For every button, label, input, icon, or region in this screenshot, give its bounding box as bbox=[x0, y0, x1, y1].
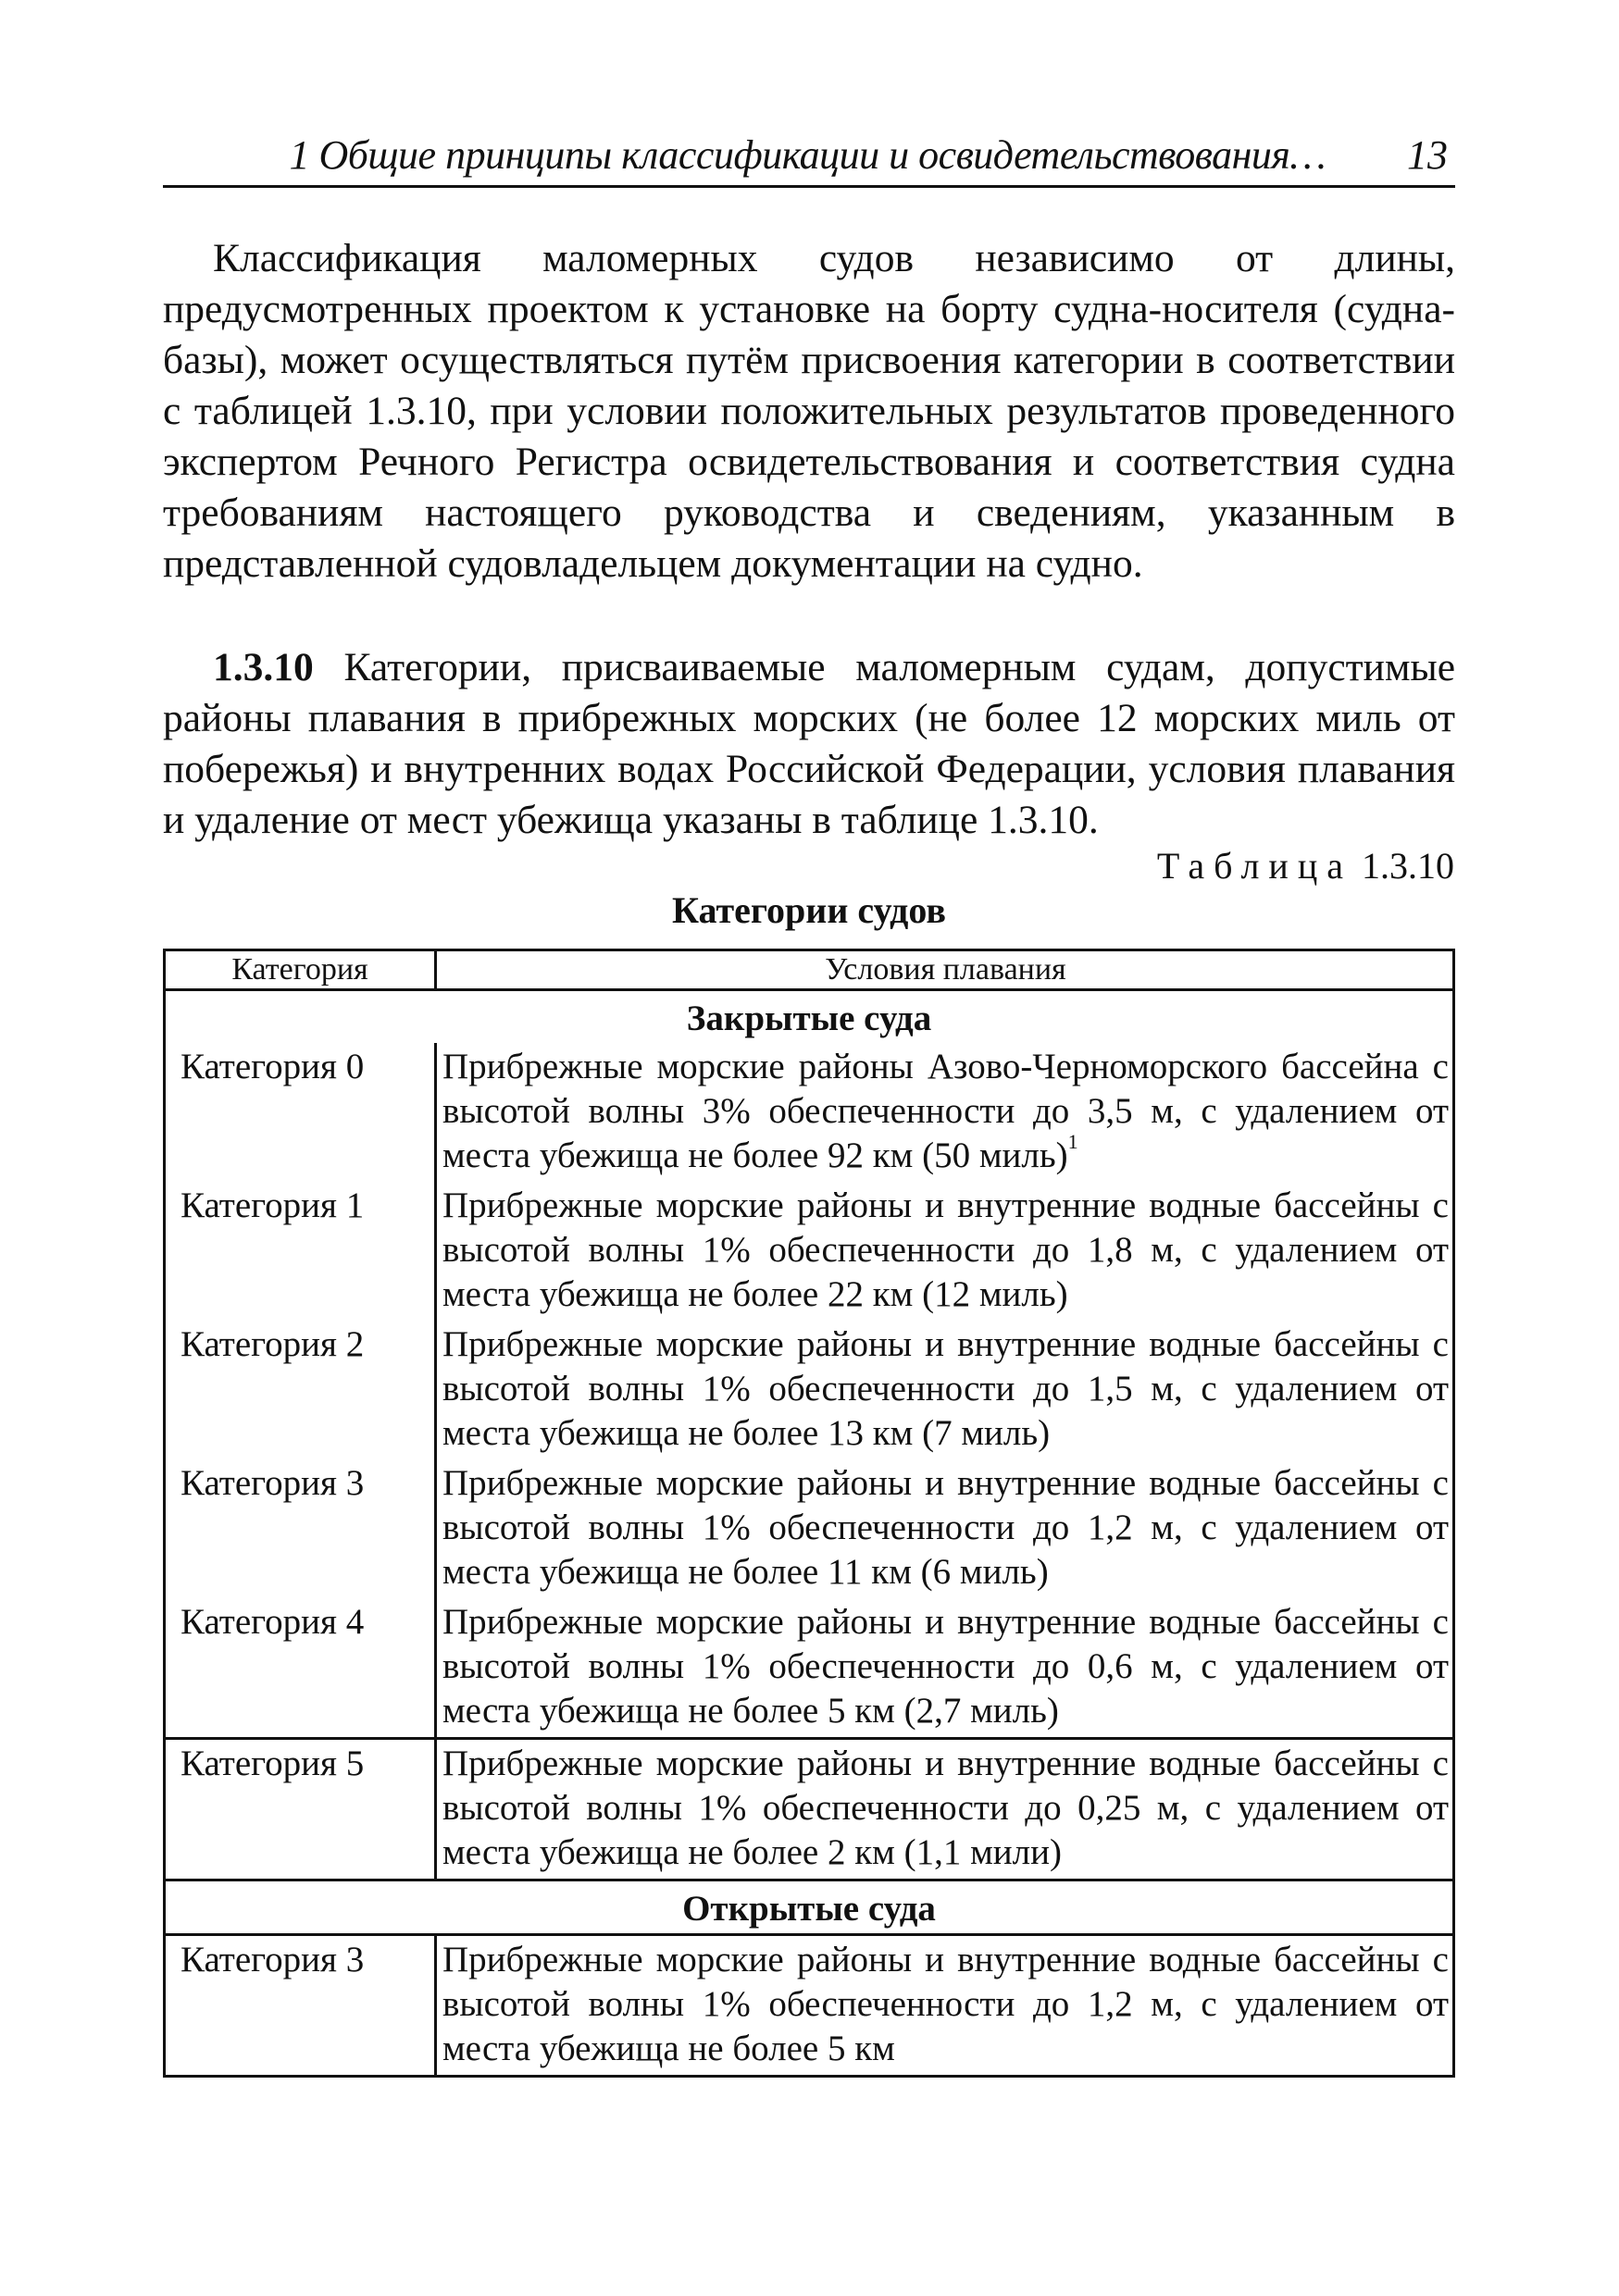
section-closed-label: Закрытые суда bbox=[686, 999, 932, 1038]
table-row bbox=[165, 1459, 1454, 1598]
section-row-closed bbox=[165, 990, 1454, 1044]
header-category: Категория bbox=[165, 950, 436, 990]
category-cell: Категория 3 bbox=[165, 1459, 436, 1598]
section-row-open bbox=[165, 1880, 1454, 1935]
category-cell: Категория 2 bbox=[165, 1321, 436, 1459]
conditions-cell bbox=[436, 1182, 1454, 1321]
conditions-text: Прибрежные морские районы и внутренние водные бассейны с высотой волны 1% обеспеченности до 1,8 м, с удалением от места убежища не более 22 км (12 миль) bbox=[442, 1185, 1449, 1314]
section-open-label: Открытые суда bbox=[165, 1880, 1454, 1935]
section-number: 1.3.10 bbox=[213, 645, 314, 689]
category-cell: Категория 4 bbox=[165, 1598, 436, 1739]
table-header-row bbox=[165, 950, 1454, 990]
table-row bbox=[165, 1321, 1454, 1459]
conditions-cell bbox=[436, 1459, 1454, 1598]
conditions-text: Прибрежные морские районы и внутренние водные бассейны с высотой волны 1% обеспеченности до 1,2 м, с удалением от места убежища не более 11 км (6 миль) bbox=[442, 1463, 1449, 1592]
table-caption: Категории судов bbox=[672, 889, 946, 931]
category-cell: Категория 0 bbox=[165, 1043, 436, 1182]
table-row bbox=[165, 1739, 1454, 1880]
table-row bbox=[165, 1043, 1454, 1182]
conditions-text: Прибрежные морские районы и внутренние водные бассейны с высотой волны 1% обеспеченности до 1,2 м, с удалением от места убежища не более 5 км bbox=[442, 1940, 1449, 2068]
conditions-text: Прибрежные морские районы и внутренние водные бассейны с высотой волны 1% обеспеченности до 0,6 м, с удалением от места убежища не более 5 км (2,7 миль) bbox=[442, 1602, 1449, 1731]
conditions-cell bbox=[436, 1321, 1454, 1459]
table-row bbox=[165, 1598, 1454, 1739]
running-header-title: 1 Общие принципы классификации и освидетельствования… bbox=[289, 132, 1326, 178]
paragraph-classification: Классификация маломерных судов независимо от длины, предусмотренных проектом к установке на борту судна-носителя (судна-базы), может осуществляться путём присвоения категории в соответствии с таблицей 1.3.10, при условии положительных результатов проведенного экспертом Речного Регистра освидетельствования и соответствия судна требованиям настоящего руководства и сведениям, указанным в представленной судовладельцем документации на судно. bbox=[163, 236, 1455, 586]
conditions-text: Прибрежные морские районы и внутренние водные бассейны с высотой волны 1% обеспеченности до 0,25 м, с удалением от места убежища не более 2 км (1,1 мили) bbox=[442, 1744, 1449, 1872]
categories-table bbox=[163, 949, 1455, 2078]
conditions-cell bbox=[436, 1598, 1454, 1739]
paragraph-1-3-10-text: Категории, присваиваемые маломерным судам, допустимые районы плавания в прибрежных морских (не более 12 морских миль от побережья) и внутренних водах Российской Федерации, условия плавания и удаление от мест убежища указаны в таблице 1.3.10. bbox=[163, 645, 1455, 842]
table-label-word: Таблица bbox=[1156, 845, 1352, 887]
category-cell: Категория 5 bbox=[165, 1739, 436, 1880]
footnote-marker: 1 bbox=[1067, 1130, 1078, 1153]
conditions-cell bbox=[436, 1739, 1454, 1880]
conditions-cell bbox=[436, 1935, 1454, 2077]
conditions-cell bbox=[436, 1043, 1454, 1182]
category-cell: Категория 3 bbox=[165, 1935, 436, 2077]
conditions-text: Прибрежные морские районы и внутренние водные бассейны с высотой волны 1% обеспеченности до 1,5 м, с удалением от места убежища не более 13 км (7 миль) bbox=[442, 1324, 1449, 1453]
header-conditions: Условия плавания bbox=[436, 950, 1454, 990]
category-cell: Категория 1 bbox=[165, 1182, 436, 1321]
table-row bbox=[165, 1935, 1454, 2077]
paragraph-1-3-10 bbox=[163, 642, 1455, 846]
page-number: 13 bbox=[1407, 132, 1448, 178]
conditions-text: Прибрежные морские районы Азово-Черноморского бассейна с высотой волны 3% обеспеченности до 3,5 м, с удалением от места убежища не более 92 км (50 миль) bbox=[442, 1047, 1449, 1175]
table-label bbox=[1157, 844, 1454, 887]
table-row bbox=[165, 1182, 1454, 1321]
table-label-number: 1.3.10 bbox=[1362, 845, 1454, 887]
running-header bbox=[163, 128, 1455, 188]
